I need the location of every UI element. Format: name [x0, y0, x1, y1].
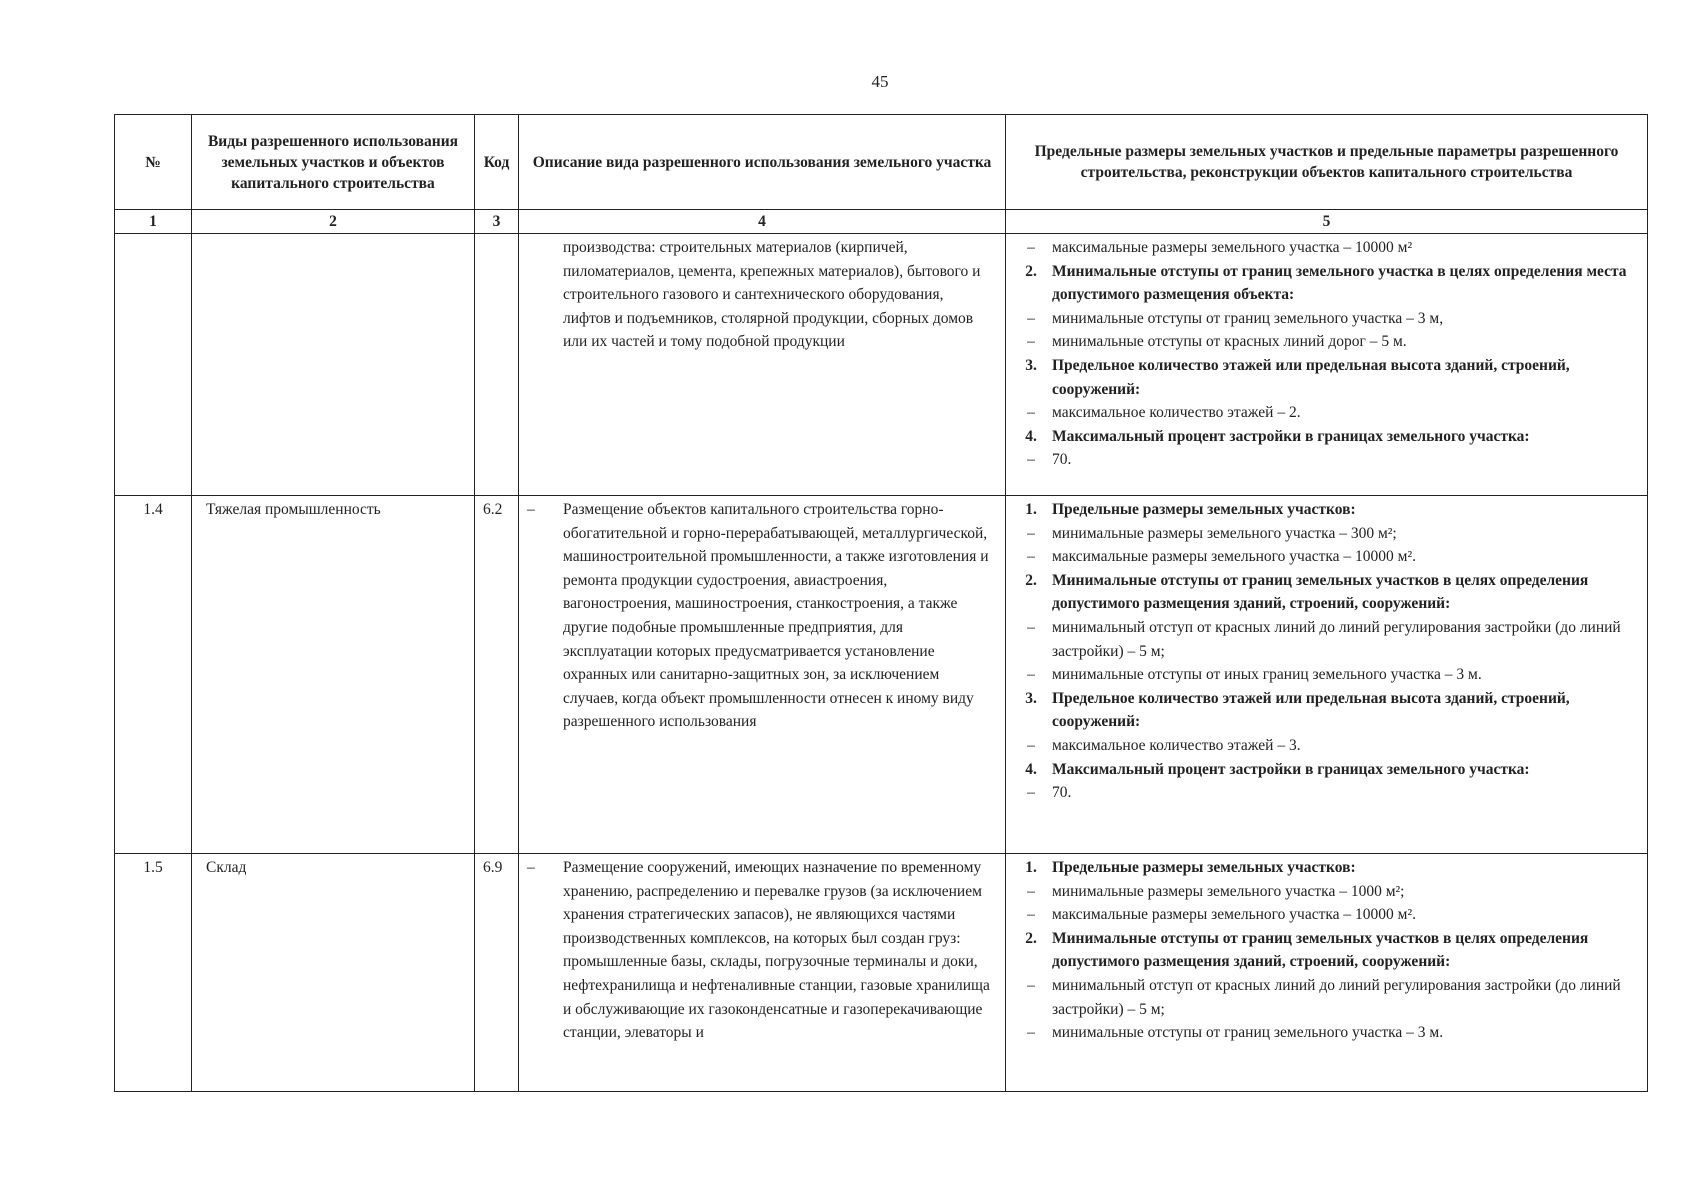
parameter-text: Предельное количество этажей или предельная высота зданий, строений, сооружений: — [1052, 356, 1570, 398]
parameter-heading — [1010, 927, 1643, 974]
parameter-marker: – — [1027, 524, 1035, 542]
parameter-item — [1010, 781, 1643, 805]
header-parameters: Предельные размеры земельных участков и предельные параметры разрешенного строительства, реконструкции объектов капитального строительства — [1006, 115, 1648, 210]
parameter-heading — [1010, 856, 1643, 880]
parameter-heading — [1010, 425, 1643, 449]
parameter-marker: – — [1027, 784, 1035, 802]
parameter-text: Минимальные отступы от границ земельного участка в целях определения места допустимого размещения объекта: — [1052, 262, 1627, 304]
parameter-text: максимальные размеры земельного участка – 10000 м². — [1052, 548, 1416, 566]
description-dash: – — [527, 501, 535, 518]
parameter-text: Максимальный процент застройки в границах земельного участка: — [1052, 427, 1530, 445]
parameter-marker: 2. — [1025, 571, 1037, 589]
row-number: 1.4 — [115, 496, 192, 854]
parameter-text: Предельное количество этажей или предельная высота зданий, строений, сооружений: — [1052, 689, 1570, 731]
parameter-marker: – — [1027, 666, 1035, 684]
parameter-item — [1010, 880, 1643, 904]
parameter-text: минимальный отступ от красных линий до линий регулирования застройки (до линий застройки) – 5 м; — [1052, 976, 1621, 1018]
parameter-marker: – — [1027, 309, 1035, 327]
land-use-description — [519, 496, 1006, 854]
parameter-marker: 2. — [1025, 929, 1037, 947]
header-code: Код — [475, 115, 519, 210]
parameter-item — [1010, 401, 1643, 425]
parameter-text: минимальные отступы от красных линий дорог – 5 м. — [1052, 333, 1407, 351]
parameter-text: Минимальные отступы от границ земельных участков в целях определения допустимого размещения зданий, строений, сооружений: — [1052, 571, 1589, 613]
parameter-heading — [1010, 687, 1643, 734]
parameter-text: Максимальный процент застройки в границах земельного участка: — [1052, 760, 1530, 778]
land-use-description — [519, 854, 1006, 1092]
header-number: № — [115, 115, 192, 210]
parameter-marker: 4. — [1025, 760, 1037, 778]
parameter-text: минимальные отступы от границ земельного участка – 3 м. — [1052, 1024, 1444, 1042]
parameter-text: Предельные размеры земельных участков: — [1052, 859, 1356, 876]
land-use-parameters — [1006, 854, 1648, 1092]
parameter-item — [1010, 448, 1643, 472]
table-row — [115, 234, 1648, 496]
parameter-marker: – — [1027, 906, 1035, 924]
parameter-marker: – — [1027, 618, 1035, 636]
parameter-marker: – — [1027, 736, 1035, 754]
land-use-name — [192, 234, 475, 496]
parameter-marker: – — [1027, 548, 1035, 566]
parameter-marker: – — [1027, 404, 1035, 422]
parameter-heading — [1010, 498, 1643, 522]
parameter-marker: – — [1027, 1024, 1035, 1042]
column-number: 2 — [192, 210, 475, 234]
parameter-marker: 1. — [1025, 859, 1037, 876]
header-land-use-type: Виды разрешенного использования земельных участков и объектов капитального строительства — [192, 115, 475, 210]
parameter-marker: – — [1027, 451, 1035, 469]
table-header-row — [115, 115, 1648, 210]
parameter-marker: – — [1027, 239, 1035, 256]
description-text: Размещение сооружений, имеющих назначение по временному хранению, распределению и перевалке грузов (за исключением хранения стратегических запасов), не являющихся частями производственных комплексов, на которых был создан груз: промышленные базы, склады, погрузочные терминалы и доки, нефтехранилища и нефтеналивные станции, газовые хранилища и обслуживающие их газоконденсатные и газоперекачивающие станции, элеваторы и — [563, 859, 990, 1042]
parameter-item — [1010, 663, 1643, 687]
parameter-marker: 3. — [1025, 689, 1037, 707]
parameter-text: минимальные отступы от границ земельного участка – 3 м, — [1052, 309, 1444, 327]
parameter-marker: – — [1027, 333, 1035, 351]
land-use-name: Тяжелая промышленность — [192, 496, 475, 854]
description-text: производства: строительных материалов (кирпичей, пиломатериалов, цемента, крепежных материалов), бытового и строительного газового и сантехнического оборудования, лифтов и подъемников, столярной продукции, сборных домов или их частей и тому подобной продукции — [563, 239, 981, 351]
parameter-item — [1010, 974, 1643, 1021]
land-use-code: 6.9 — [475, 854, 519, 1092]
parameter-text: 70. — [1052, 451, 1072, 469]
parameter-heading — [1010, 354, 1643, 401]
parameter-item — [1010, 330, 1643, 354]
land-use-parameters — [1006, 234, 1648, 496]
parameter-text: минимальные отступы от иных границ земельного участка – 3 м. — [1052, 666, 1482, 684]
land-use-table — [114, 114, 1648, 1092]
parameter-text: максимальное количество этажей – 3. — [1052, 736, 1301, 754]
land-use-name: Склад — [192, 854, 475, 1092]
parameter-marker: 1. — [1025, 501, 1037, 518]
parameter-text: максимальное количество этажей – 2. — [1052, 404, 1301, 422]
land-use-code — [475, 234, 519, 496]
table-row — [115, 496, 1648, 854]
column-number: 5 — [1006, 210, 1648, 234]
parameter-item — [1010, 1021, 1643, 1045]
parameter-item — [1010, 545, 1643, 569]
column-number: 4 — [519, 210, 1006, 234]
parameter-text: Предельные размеры земельных участков: — [1052, 501, 1356, 518]
table-row — [115, 854, 1648, 1092]
row-number — [115, 234, 192, 496]
description-dash: – — [527, 859, 535, 876]
parameter-marker: 2. — [1025, 262, 1037, 280]
parameter-text: максимальные размеры земельного участка – 10000 м². — [1052, 906, 1416, 924]
parameter-text: минимальные размеры земельного участка – 1000 м²; — [1052, 882, 1405, 900]
parameter-heading — [1010, 260, 1643, 307]
parameter-item — [1010, 522, 1643, 546]
land-use-code: 6.2 — [475, 496, 519, 854]
column-number: 1 — [115, 210, 192, 234]
parameter-text: Минимальные отступы от границ земельных участков в целях определения допустимого размещения зданий, строений, сооружений: — [1052, 929, 1589, 971]
parameter-text: максимальные размеры земельного участка – 10000 м² — [1052, 239, 1413, 256]
parameter-text: минимальный отступ от красных линий до линий регулирования застройки (до линий застройки) – 5 м; — [1052, 618, 1621, 660]
column-number-row — [115, 210, 1648, 234]
land-use-description — [519, 234, 1006, 496]
parameter-heading — [1010, 569, 1643, 616]
description-text: Размещение объектов капитального строительства горно-обогатительной и горно-перерабатывающей, металлургической, машиностроительной промышленности, а также изготовления и ремонта продукции судостроения, авиастроения, вагоностроения, машиностроения, станкостроения, а также другие подобные промышленные предприятия, для эксплуатации которых предусматривается установление охранных или санитарно-защитных зон, за исключением случаев, когда объект промышленности отнесен к иному виду разрешенного использования — [563, 501, 989, 731]
parameter-text: минимальные размеры земельного участка – 300 м²; — [1052, 524, 1397, 542]
parameter-item — [1010, 734, 1643, 758]
parameter-heading — [1010, 758, 1643, 782]
column-number: 3 — [475, 210, 519, 234]
parameter-marker: – — [1027, 976, 1035, 994]
parameter-marker: – — [1027, 882, 1035, 900]
parameter-text: 70. — [1052, 784, 1072, 802]
parameter-item — [1010, 903, 1643, 927]
parameter-marker: 4. — [1025, 427, 1037, 445]
page-number: 45 — [871, 72, 889, 91]
row-number: 1.5 — [115, 854, 192, 1092]
parameter-marker: 3. — [1025, 356, 1037, 374]
parameter-item — [1010, 616, 1643, 663]
parameter-item — [1010, 236, 1643, 260]
header-description: Описание вида разрешенного использования земельного участка — [519, 115, 1006, 210]
parameter-item — [1010, 307, 1643, 331]
land-use-parameters — [1006, 496, 1648, 854]
